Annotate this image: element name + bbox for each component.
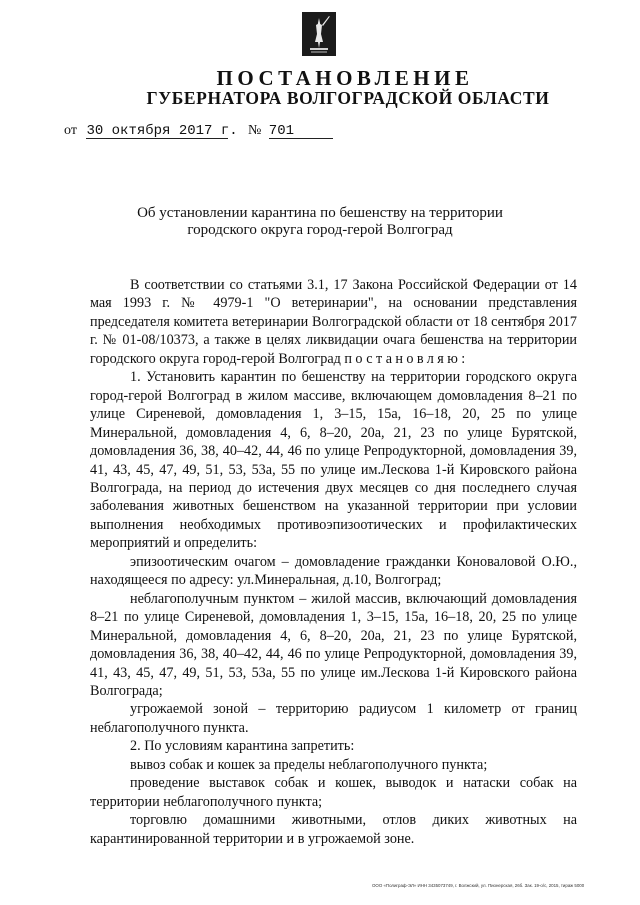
unsafe-point-paragraph: неблагополучным пунктом – жилой массив, включающий домовладения 8–21 по улице Сиреневой, домовладения 1, 3–15, 15а, 16–18, 20, 25 по улице Минеральной, домовладения 4, 6, 8–20, 20а, 21, 23 по улице Бурятской, домовладения 36, 38, 40–42, 44, 46 по улице Репродукторной, домовладения 39, 41, 43, 45, 47, 49, 51, 53, 53а, 55 по улице им.Лескова 1-й Кировского района Волгограда; [90, 590, 577, 699]
epizootic-focus-paragraph: эпизоотическим очагом – домовладение гражданки Коноваловой О.Ю., находящееся по адресу: ул.Минеральная, д.10, Волгоград; [90, 553, 577, 589]
decree-word: постановляю: [344, 350, 469, 367]
clause-1-paragraph: 1. Установить карантин по бешенству на территории городского округа город-герой Волгоград в жилом массиве, включающем домовладения 8–21 по улице Сиреневой, домовладения 1, 3–15, 15а, 16–18, 20, 25 по улице Минеральной, домовладения 4, 6, 8–20, 20а, 21, 23 по улице Бурятской, домовладения 36, 38, 40–42, 44, 46 по улице Репродукторной, домовладения 39, 41, 43, 45, 47, 49, 51, 53, 53а, 55 по улице им.Лескова 1-й Кировского района Волгограда, на период до истечения двух месяцев со дня последнего случая заболевания животных бешенством на указанной территории при условии выполнения необходимых противоэпизоотических и профилактических мероприятий и определить: [90, 369, 577, 552]
document-type-heading: ПОСТАНОВЛЕНИЕ [216, 66, 474, 90]
document-body [90, 276, 577, 848]
preamble-paragraph [90, 276, 577, 368]
title-line-2: городского округа город-герой Волгоград [187, 222, 453, 238]
title-line-1: Об установлении карантина по бешенству на территории [137, 205, 503, 221]
coat-of-arms-icon [302, 12, 336, 56]
ban-trade-paragraph: торговлю домашними животными, отлов диких животных на карантинированной территории и в угрожаемой зоне. [90, 812, 577, 847]
ban-exhibitions-paragraph: проведение выставок собак и кошек, выводок и натаски собак на территории неблагополучного пункта; [90, 775, 577, 810]
issuer-heading: ГУБЕРНАТОРА ВОЛГОГРАДСКОЙ ОБЛАСТИ [146, 88, 550, 108]
preamble-text: В соответствии со статьями 3.1, 17 Закона Российской Федерации от 14 мая 1993 г. № 4979-1 "О ветеринарии", на основании представления председателя комитета ветеринарии Волгоградской области от 18 сентября 2017 г. № 01-08/10373, а также в целях ликвидации очага бешенства на территории городского округа город-герой Волгоград [90, 277, 577, 367]
printer-footer: ООО «Полиграф-ЭЛ» ИНН 3435073749, г. Волжский, ул. Пионерская, 26б. Зак. 19-о/с, 2015, тираж 5000 [372, 883, 585, 888]
document-meta-line [64, 123, 333, 139]
volgograd-coat-of-arms-icon [302, 12, 336, 56]
document-date: 30 октября 2017 г. [86, 123, 238, 139]
document-number: 701 [269, 124, 333, 139]
ban-export-paragraph: вывоз собак и кошек за пределы неблагополучного пункта; [130, 756, 488, 773]
date-prefix: от [64, 123, 77, 138]
clause-2-paragraph: 2. По условиям карантина запретить: [130, 738, 355, 755]
document-title [0, 205, 640, 239]
number-prefix: № [247, 123, 262, 138]
threatened-zone-paragraph: угрожаемой зоной – территорию радиусом 1 километр от границ неблагополучного пункта. [90, 701, 577, 736]
